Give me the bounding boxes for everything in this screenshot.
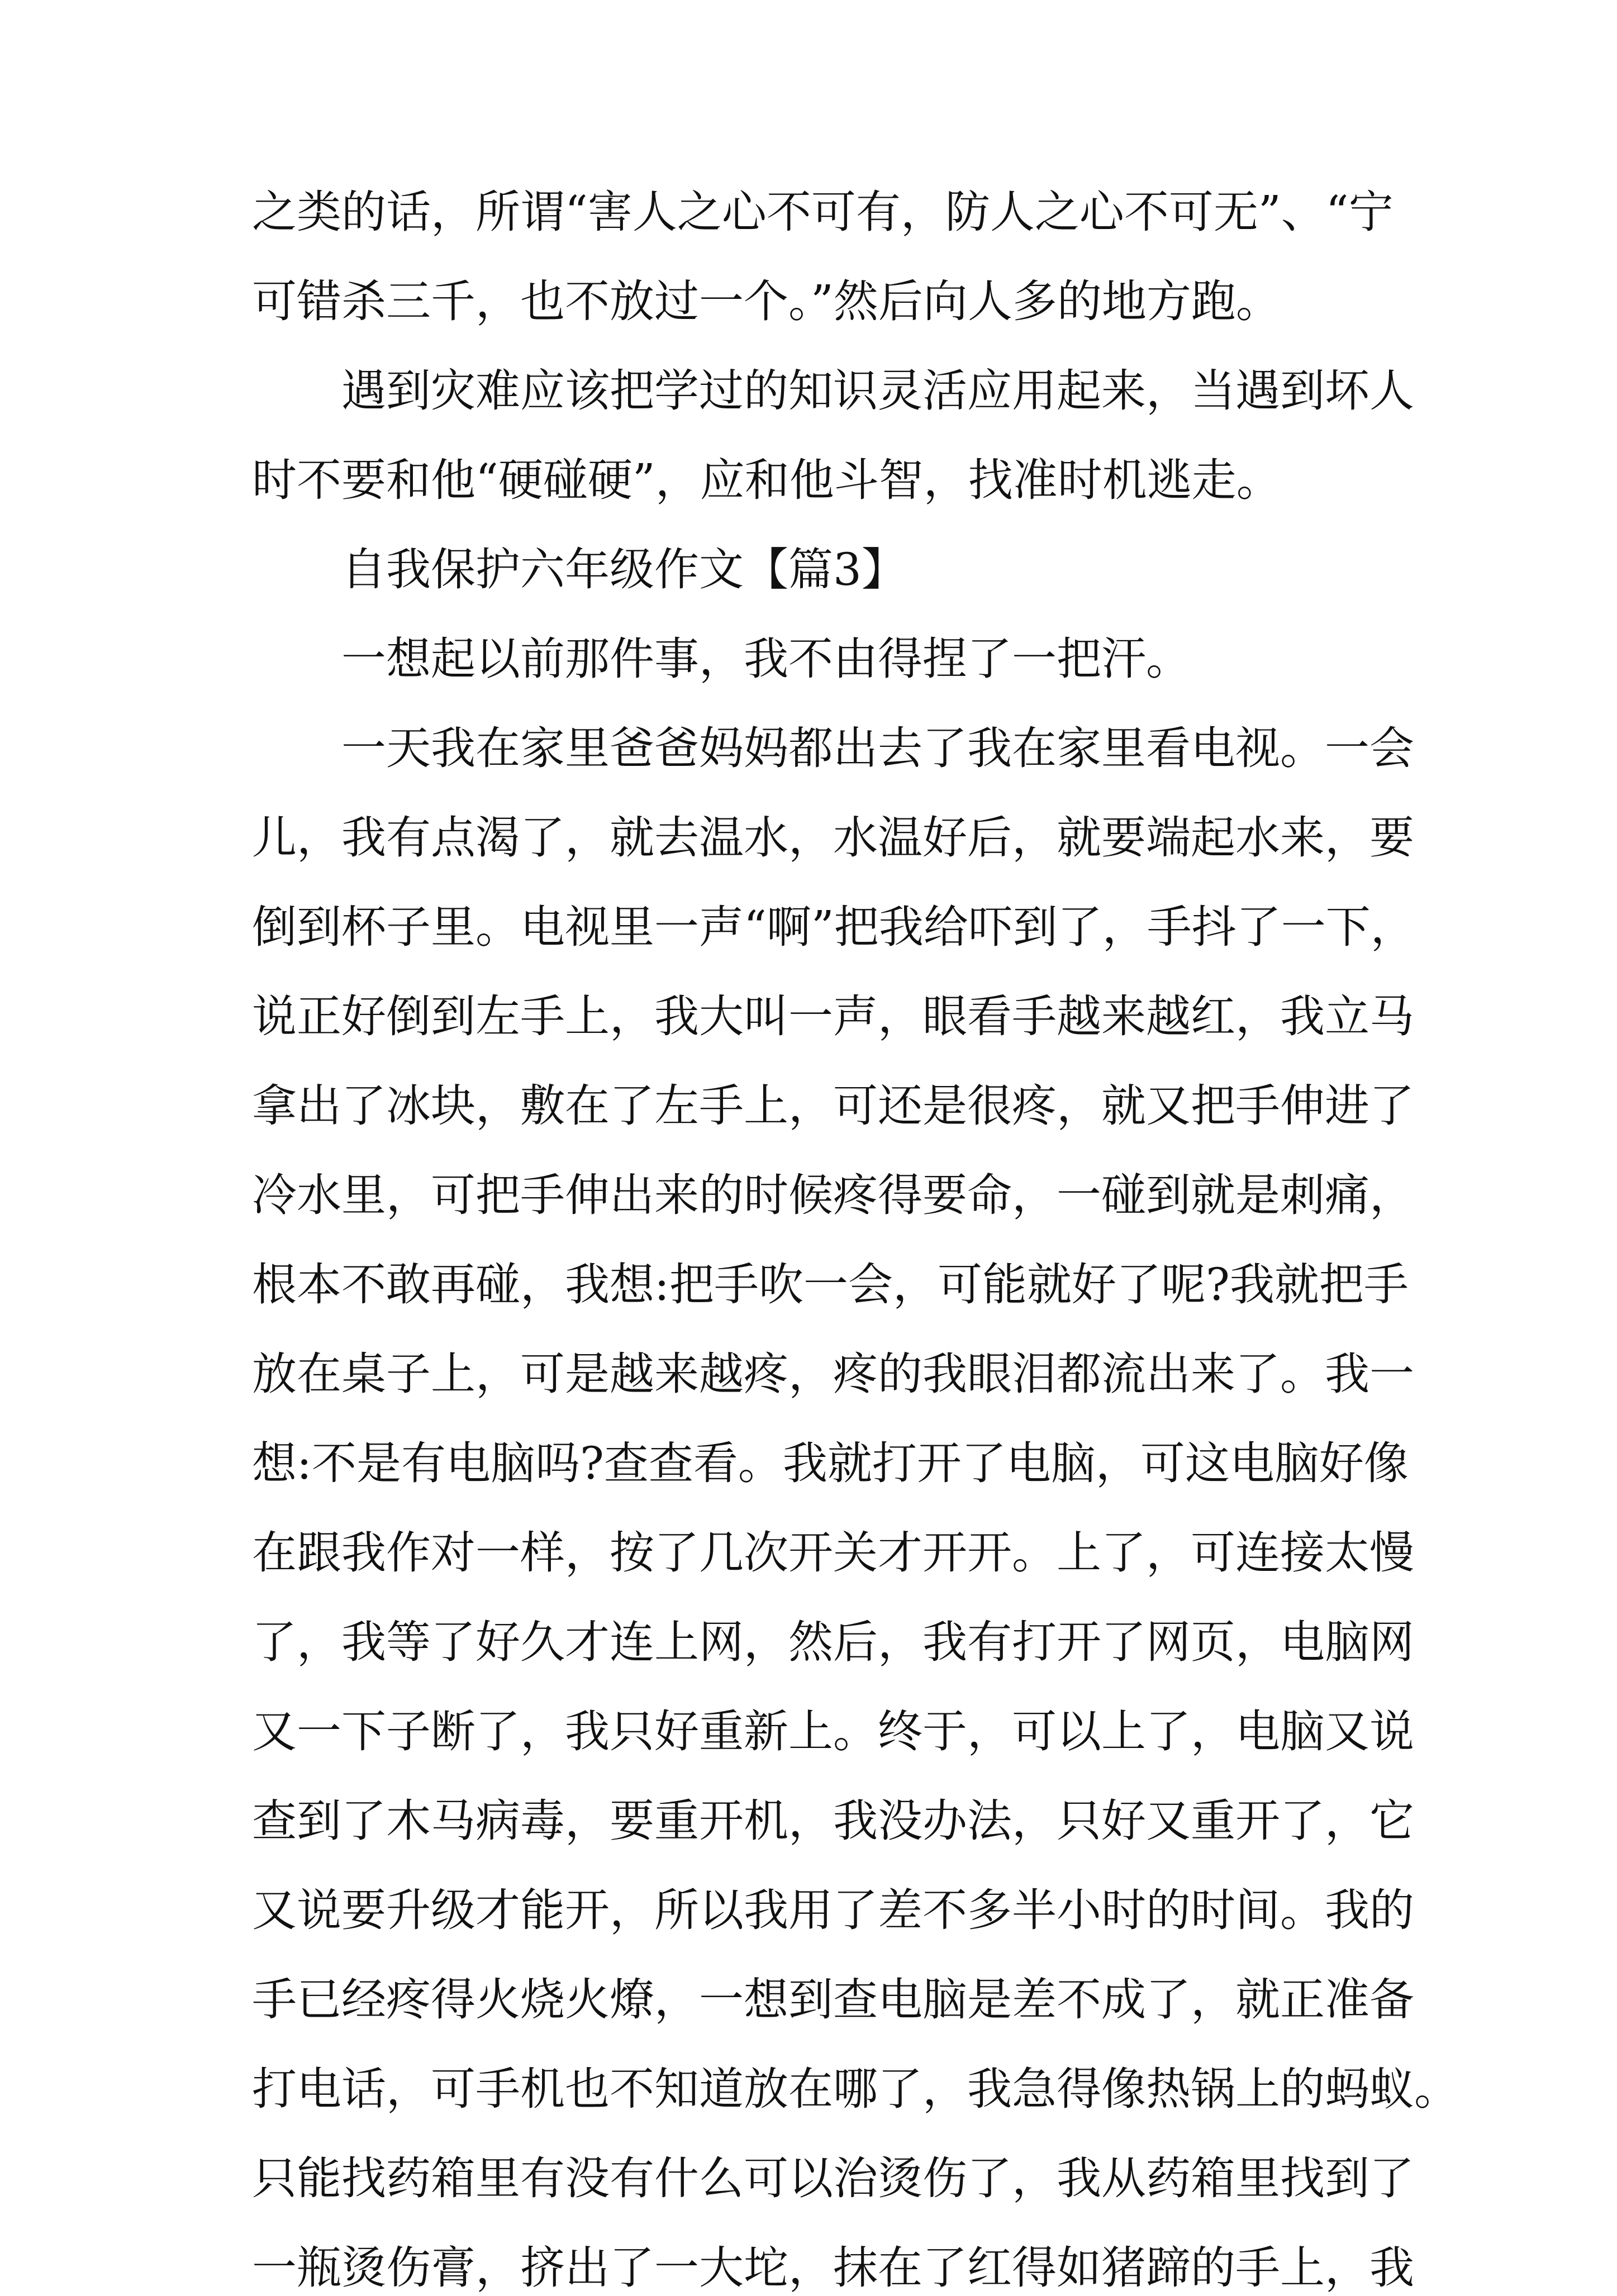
text-line: 之类的话，所谓“害人之心不可有，防人之心不可无”、“宁 [252, 186, 1394, 238]
text-line: 放在桌子上，可是越来越疼，疼的我眼泪都流出来了。我一 [252, 1348, 1414, 1400]
text-line: 在跟我作对一样，按了几次开关才开开。上了，可连接太慢 [252, 1527, 1414, 1579]
text-line: 拿出了冰块，敷在了左手上，可还是很疼，就又把手伸进了 [252, 1080, 1414, 1132]
text-line: 了，我等了好久才连上网，然后，我有打开了网页，电脑网 [252, 1616, 1414, 1668]
text-line: 查到了木马病毒，要重开机，我没办法，只好又重开了，它 [252, 1795, 1414, 1847]
text-line: 时不要和他“硬碰硬”，应和他斗智，找准时机逃走。 [252, 454, 1281, 506]
paragraph-start-line: 一想起以前那件事，我不由得捏了一把汗。 [341, 633, 1191, 685]
text-line: 根本不敢再碰，我想:把手吹一会，可能就好了呢?我就把手 [252, 1259, 1409, 1311]
text-line: 又说要升级才能开，所以我用了差不多半小时的时间。我的 [252, 1884, 1414, 1936]
text-line: 冷水里，可把手伸出来的时候疼得要命，一碰到就是刺痛， [252, 1169, 1414, 1221]
text-line: 想:不是有电脑吗?查查看。我就打开了电脑，可这电脑好像 [252, 1437, 1409, 1489]
text-line: 只能找药箱里有没有什么可以治烫伤了，我从药箱里找到了 [252, 2152, 1414, 2204]
text-line: 可错杀三千，也不放过一个。”然后向人多的地方跑。 [252, 275, 1281, 327]
text-line: 手已经疼得火烧火燎，一想到查电脑是差不成了，就正准备 [252, 1974, 1414, 2026]
text-line: 又一下子断了，我只好重新上。终于，可以上了，电脑又说 [252, 1706, 1414, 1757]
paragraph-start-line: 一天我在家里爸爸妈妈都出去了我在家里看电视。一会 [341, 722, 1414, 774]
text-line: 说正好倒到左手上，我大叫一声，眼看手越来越红，我立马 [252, 990, 1414, 1042]
text-line: 一瓶烫伤膏，挤出了一大坨，抹在了红得如猪蹄的手上，我 [252, 2242, 1414, 2294]
text-line: 倒到杯子里。电视里一声“啊”把我给吓到了，手抖了一下， [252, 901, 1415, 953]
text-line: 打电话，可手机也不知道放在哪了，我急得像热锅上的蚂蚁。 [252, 2063, 1459, 2115]
paragraph-start-line: 遇到灾难应该把学过的知识灵活应用起来，当遇到坏人 [341, 365, 1414, 417]
section-heading: 自我保护六年级作文【篇3】 [341, 544, 906, 596]
text-line: 儿，我有点渴了，就去温水，水温好后，就要端起水来，要 [252, 812, 1414, 864]
